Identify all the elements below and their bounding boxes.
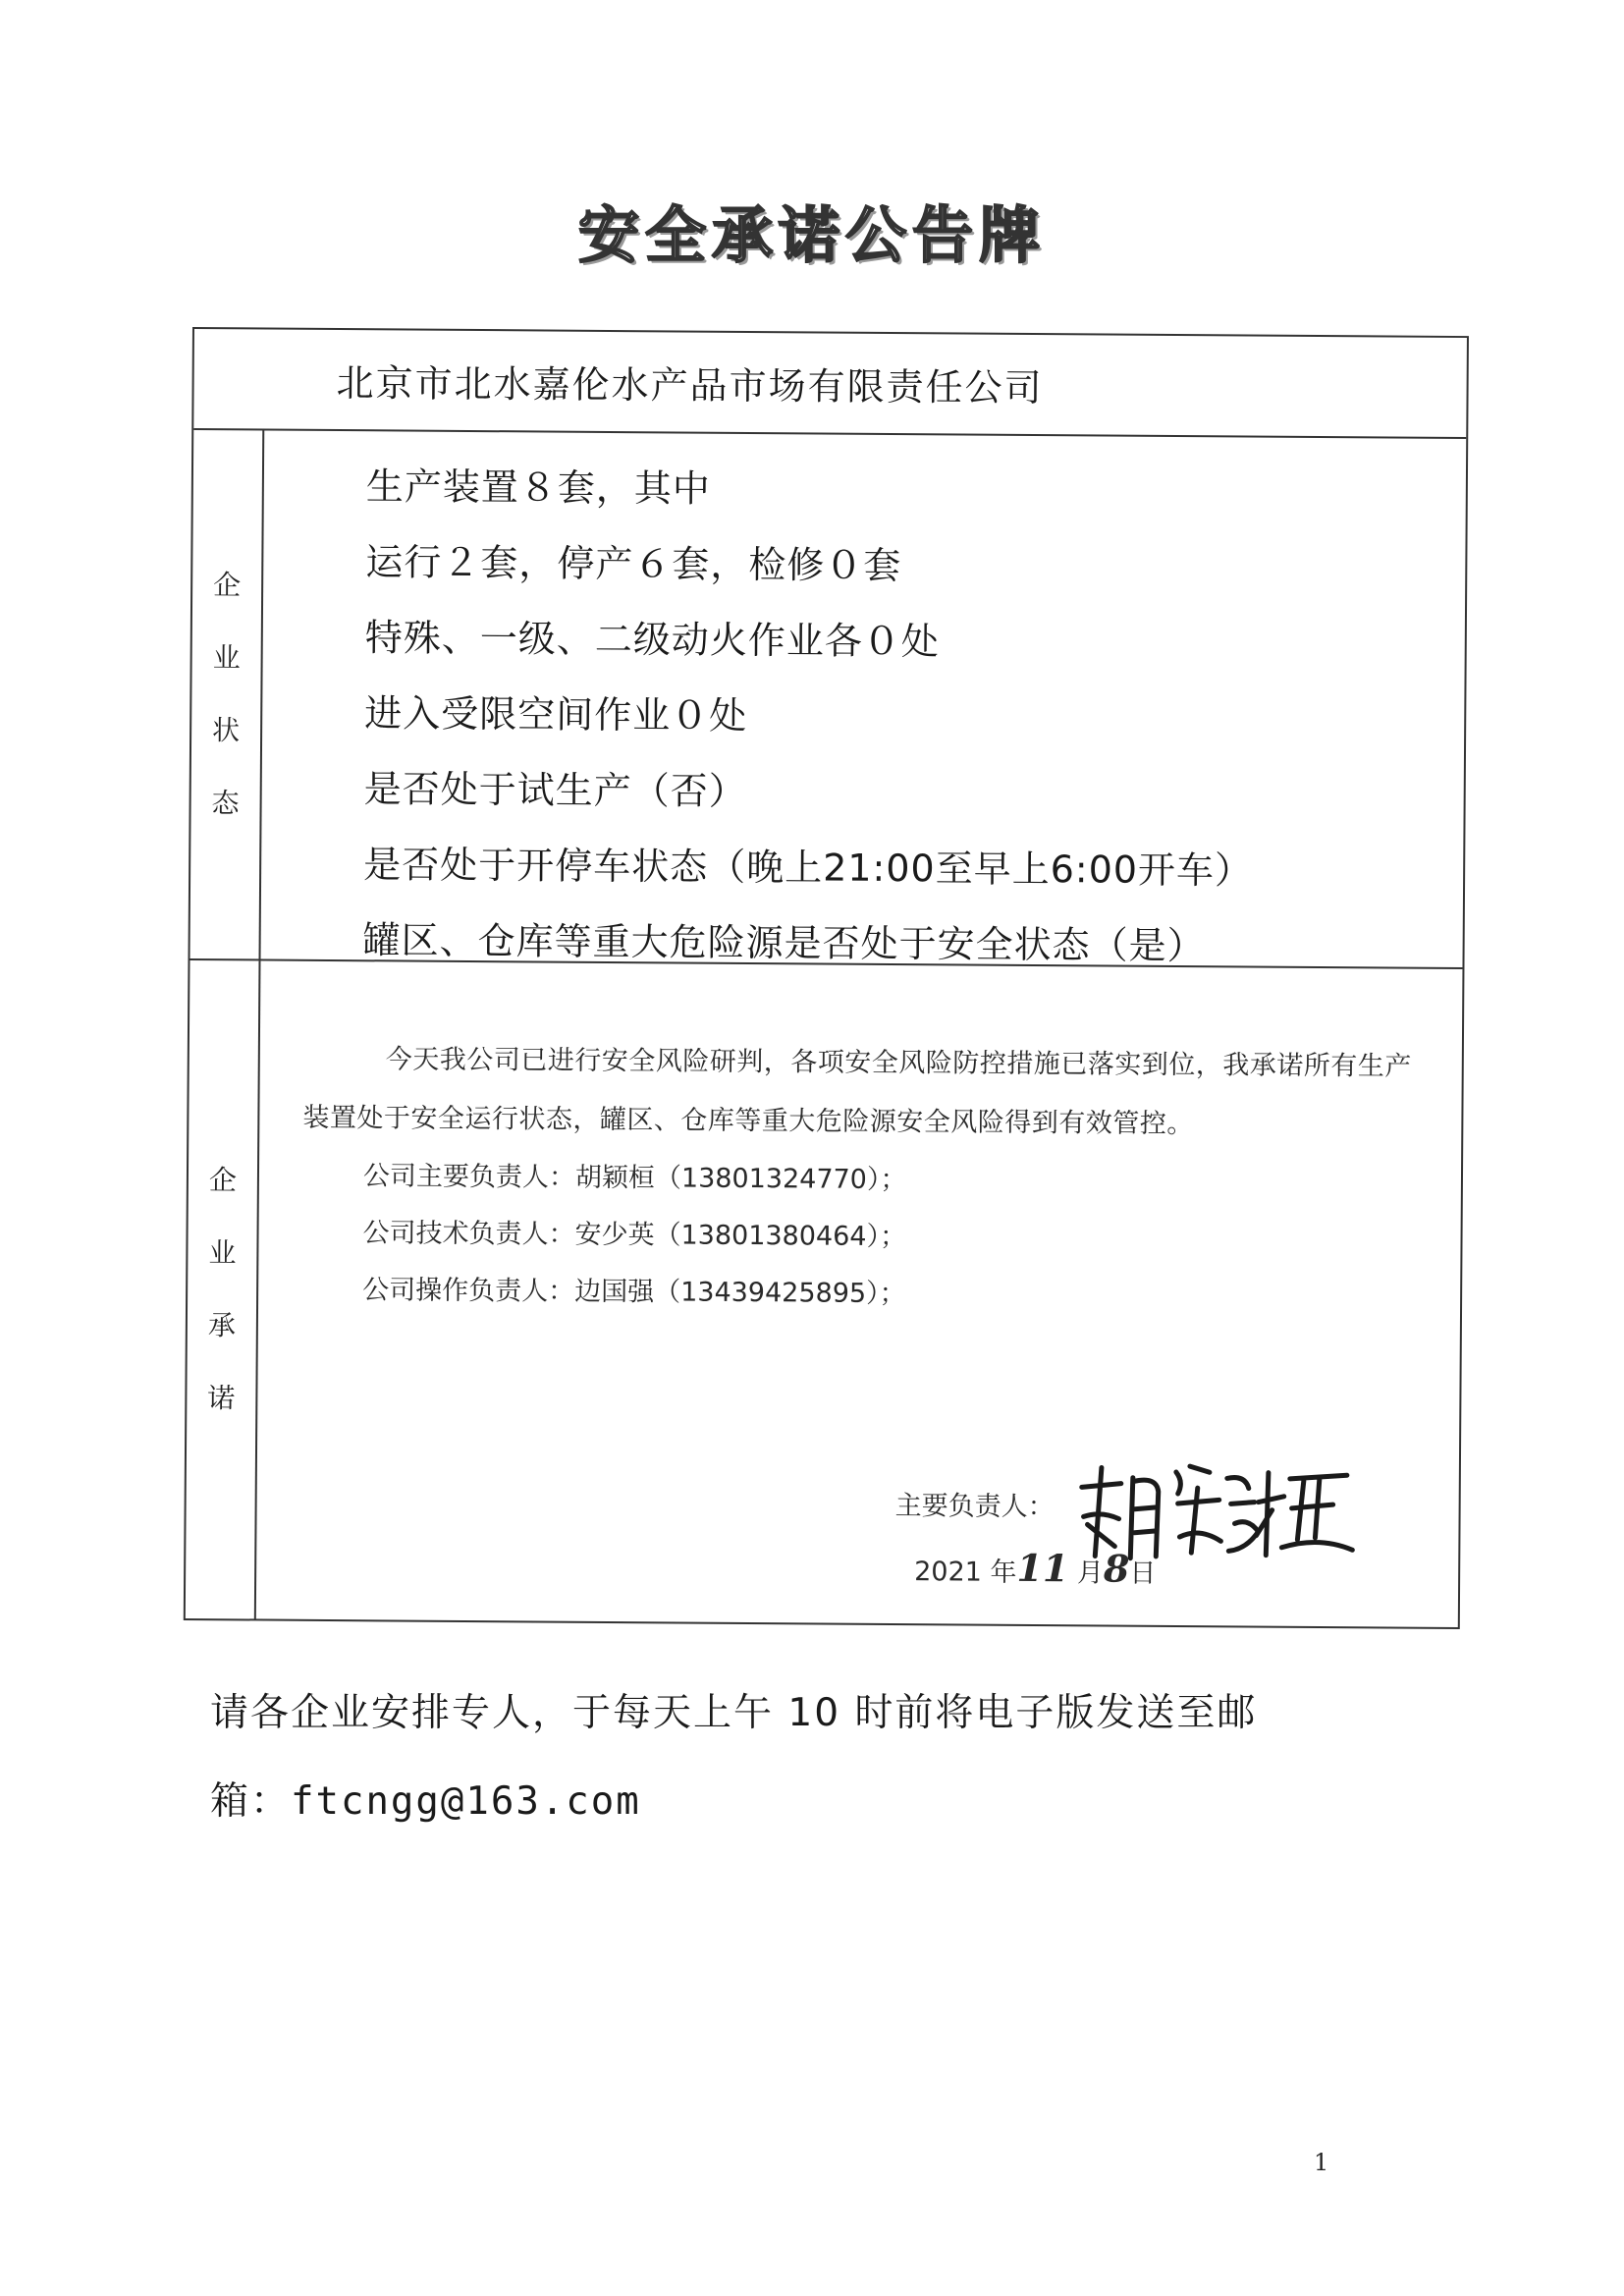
person-technical: 公司技术负责人：安少英（13801380464）； (362, 1218, 907, 1253)
notice-board (184, 327, 1469, 1629)
status-line-hazard-source: 罐区、仓库等重大危险源是否处于安全状态（是） (362, 918, 1206, 968)
date-year-unit: 年 (990, 1557, 1017, 1588)
status-label-char: 业 (212, 641, 241, 675)
signature-block (894, 1476, 1386, 1626)
status-line-devices: 生产装置８套，其中 (365, 465, 712, 511)
date-month-unit: 月 (1076, 1558, 1105, 1589)
date-year: 2021 (914, 1557, 982, 1588)
status-section-label (190, 430, 265, 958)
status-line-trial-production: 是否处于试生产（否） (363, 767, 747, 813)
promise-label-char: 诺 (207, 1382, 236, 1415)
status-line-running: 运行２套，停产６套，检修０套 (365, 540, 902, 588)
promise-label-char: 企 (208, 1164, 238, 1197)
date-month: 11 (1016, 1545, 1069, 1591)
status-section (189, 430, 1466, 969)
person-operations: 公司操作负责人：边国强（13439425895）； (362, 1275, 906, 1310)
status-label-char: 状 (212, 714, 241, 747)
promise-label-char: 承 (207, 1309, 237, 1342)
status-lines (261, 431, 1467, 968)
status-line-hot-work: 特殊、一级、二级动火作业各０处 (364, 616, 940, 664)
person-main: 公司主要负责人：胡颖桓（13801324770）； (362, 1161, 907, 1196)
page-title: 安全承诺公告牌 (577, 199, 1046, 271)
date-day-unit: 日 (1129, 1558, 1157, 1589)
signature-date (914, 1545, 1157, 1591)
date-day: 8 (1103, 1546, 1130, 1591)
promise-content (256, 961, 1463, 1628)
footer-email: ftcngg@163.com (291, 1779, 641, 1824)
footer-line-2 (210, 1758, 1257, 1846)
status-label-char: 态 (211, 787, 240, 820)
page-number: 1 (1314, 2149, 1329, 2176)
status-label-char: 企 (213, 569, 242, 602)
status-line-confined-space: 进入受限空间作业０处 (364, 691, 748, 738)
company-name: 北京市北水嘉伦水产品市场有限责任公司 (193, 329, 1467, 439)
footer-line-1: 请各企业安排专人，于每天上午 10 时前将电子版发送至邮 (210, 1691, 1258, 1735)
status-line-start-stop: 是否处于开停车状态（晚上21:00至早上6:00开车） (363, 843, 1254, 893)
promise-paragraph: 今天我公司已进行安全风险研判，各项安全风险防控措施已落实到位，我承诺所有生产装置处于安全运行状态，罐区、仓库等重大危险源安全风险得到有效管控。 (302, 1044, 1412, 1140)
signature-label: 主要负责人： (894, 1491, 1055, 1523)
footer-instruction (210, 1669, 1257, 1846)
promise-section-label (186, 960, 261, 1618)
promise-label-char: 业 (208, 1236, 237, 1270)
footer-line-2-prefix: 箱： (210, 1779, 292, 1824)
promise-section (186, 960, 1463, 1627)
